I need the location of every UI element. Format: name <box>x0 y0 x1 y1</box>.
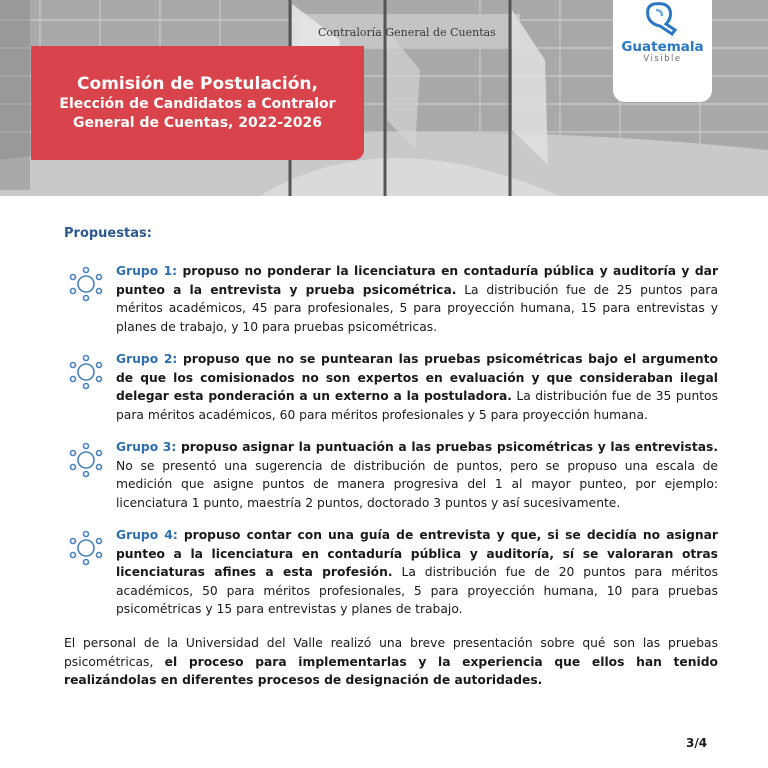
group-label: Grupo 1: <box>116 264 178 278</box>
building-sign-text: Contraloría General de Cuentas <box>318 26 496 39</box>
logo-subtitle: Visible <box>643 54 682 64</box>
meeting-table-icon <box>68 442 104 478</box>
item-text <box>116 526 718 619</box>
meeting-table-icon <box>68 354 104 390</box>
title-box <box>31 46 364 160</box>
item-bold-text: propuso contar con una guía de entrevista y que, si se decidía no asignar punteo a la licenciatura en contaduría pública y auditoría, sí se valoraran otras licenciaturas afines a esta profesión. <box>116 528 718 580</box>
list-item <box>64 438 718 512</box>
page-title: Comisión de Postulación, <box>77 74 318 94</box>
group-label: Grupo 3: <box>116 440 177 454</box>
page-number: 3/4 <box>686 736 708 750</box>
item-text <box>116 438 718 512</box>
item-detail-text: La distribución fue de 25 puntos para méritos académicos, 45 para profesionales, 5 para proyección humana, 15 para entrevistas y planes de trabajo, y 10 para pruebas psicométricas. <box>116 282 718 334</box>
item-detail-text: La distribución fue de 20 puntos para méritos académicos, 50 para méritos profesionales, 5 para proyección humana, 10 para pruebas psicométricas y 15 para entrevistas y planes de trabajo. <box>116 565 718 617</box>
item-detail-text: No se presentó una sugerencia de distribución de puntos, pero se propuso una escala de medición que asigne puntos de manera progresiva del 1 al mayor punteo, por ejemplo: licenciatura 1 punto, maestría 2 puntos, doctorado 3 puntos y así sucesivamente. <box>116 458 718 510</box>
list-item <box>64 350 718 424</box>
list-item <box>64 526 718 619</box>
page-subtitle-line2: General de Cuentas, 2022-2026 <box>73 115 322 131</box>
item-bold-text: propuso asignar la puntuación a las pruebas psicométricas y las entrevistas. <box>176 440 718 454</box>
item-text <box>116 350 718 424</box>
guatemala-visible-logo-icon <box>642 0 684 38</box>
closing-paragraph <box>64 634 718 690</box>
group-label: Grupo 4: <box>116 528 178 542</box>
page-subtitle-line1: Elección de Candidatos a Contralor <box>59 96 336 112</box>
logo <box>613 0 712 102</box>
meeting-table-icon <box>68 266 104 302</box>
item-bold-text: propuso no ponderar la licenciatura en contaduría pública y auditoría y dar punteo a la entrevista y prueba psicométrica. <box>116 264 719 297</box>
meeting-table-icon <box>68 530 104 566</box>
item-text <box>116 262 718 336</box>
closing-text: El personal de la Universidad del Valle realizó una breve presentación sobre qué son las pruebas psicométricas, <box>64 636 718 669</box>
closing-bold-text: el proceso para implementarlas y la experiencia que ellos han tenido realizándolas en diferentes procesos de designación de autoridades. <box>64 654 718 688</box>
item-bold-text: propuso que no se puntearan las pruebas psicométricas bajo el argumento de que los comisionados no son expertos en evaluación y que consideraban ilegal delegar esta ponderación a un externo a la postuladora. <box>116 352 718 404</box>
list-item <box>64 262 718 336</box>
group-label: Grupo 2: <box>116 352 178 366</box>
section-label: Propuestas: <box>64 226 152 241</box>
item-detail-text: La distribución fue de 35 puntos para méritos académicos, 60 para méritos profesionales y 5 para proyección humana. <box>116 389 718 422</box>
logo-name: Guatemala <box>621 39 704 55</box>
